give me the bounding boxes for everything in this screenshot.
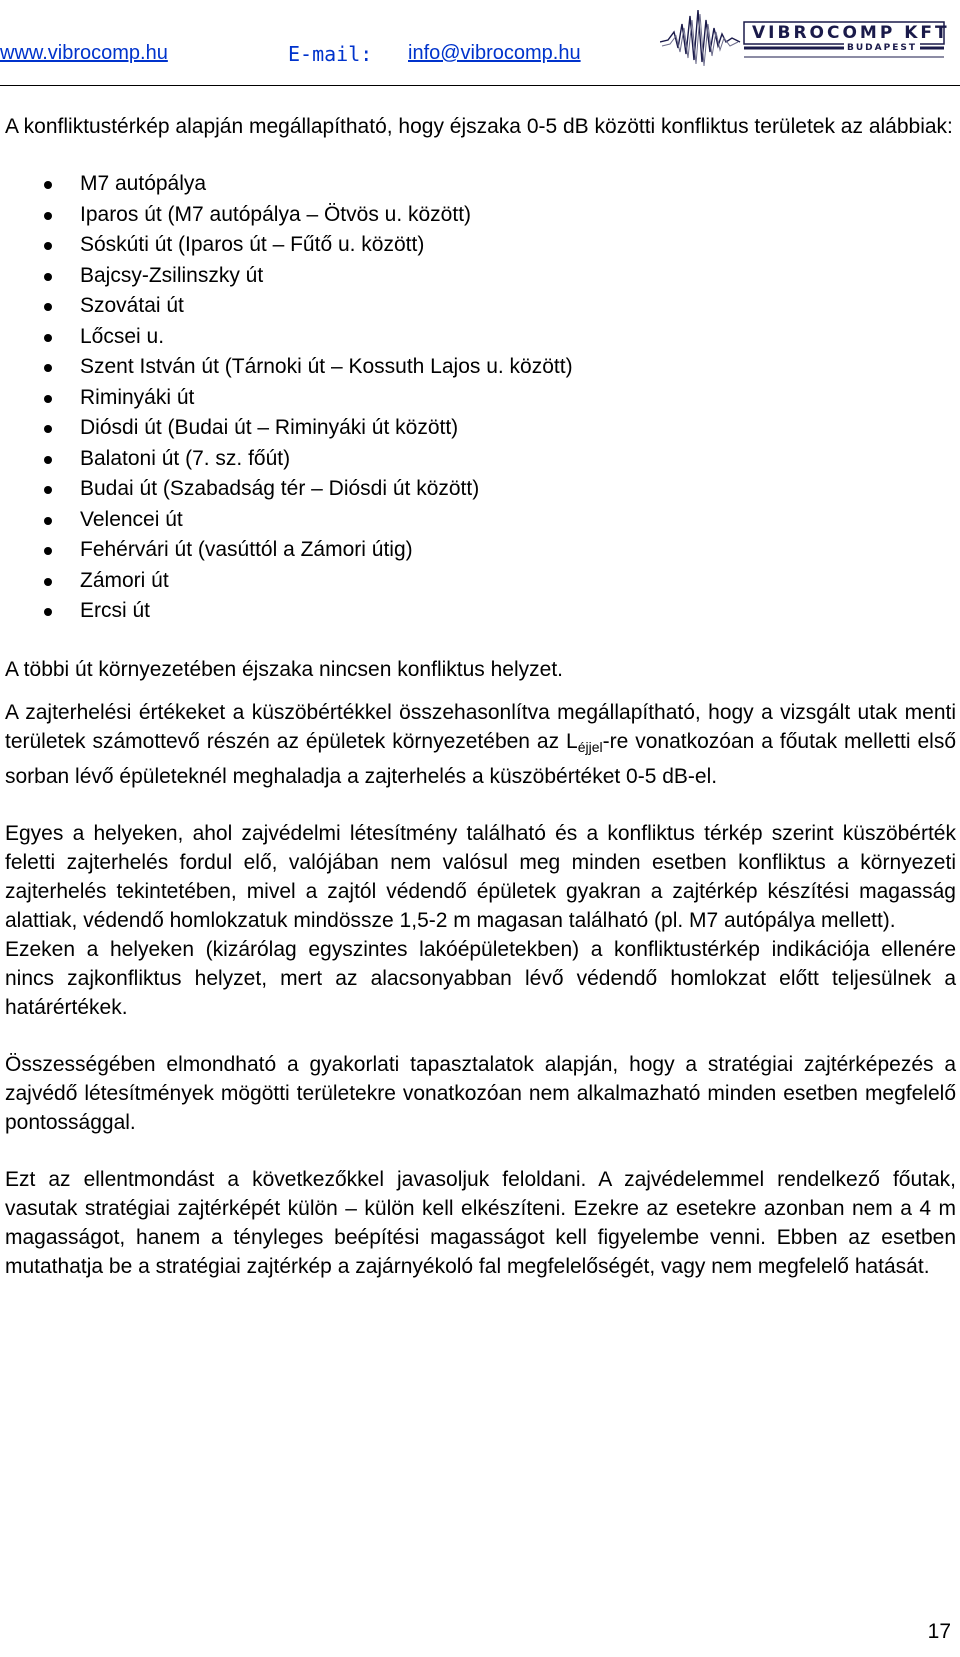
logo-company-name: VIBROCOMP KFT (752, 23, 950, 43)
list-item: Bajcsy-Zsilinszky út (5, 261, 956, 292)
list-item: Lőcsei u. (5, 322, 956, 353)
email-link[interactable]: info@vibrocomp.hu (408, 42, 581, 64)
list-item: Fehérvári út (vasúttól a Zámori útig) (5, 535, 956, 566)
list-item: Szovátai út (5, 291, 956, 322)
conflict-area-list (5, 169, 956, 627)
resolution-paragraph: Ezt az ellentmondást a következőkkel javasoljuk feloldani. A zajvédelemmel rendelkező főutak, vasutak stratégiai zajtérképét külön – külön kell elkészíteni. Ezekre az esetekre azonban nem a 4 m magasságot, hanem a tényleges beépítési magasságot kell figyelembe venni. Ebben az esetben mutathatja be a stratégiai zajtérkép a zajárnyékoló fal megfelelőségét, vagy nem megfelelő hatását. (5, 1167, 956, 1278)
list-item: Iparos út (M7 autópálya – Ötvös u. között) (5, 200, 956, 231)
vibrocomp-logo (660, 2, 950, 72)
list-item: M7 autópálya (5, 169, 956, 200)
list-item: Szent István út (Tárnoki út – Kossuth Lajos u. között) (5, 352, 956, 383)
list-item: Zámori út (5, 566, 956, 597)
list-item: Sóskúti út (Iparos út – Fűtő u. között) (5, 230, 956, 261)
list-item: Budai út (Szabadság tér – Diósdi út között) (5, 474, 956, 505)
document-body (5, 112, 956, 1281)
email-label: E-mail: (288, 42, 373, 66)
logo-city: BUDAPEST (844, 43, 920, 53)
summary-paragraph: Összességében elmondható a gyakorlati tapasztalatok alapján, hogy a stratégiai zajtérképezés a zajvédő létesítmények mögötti területekre vonatkozóan nem alkalmazható minden esetben megfelelő pontossággal. (5, 1052, 956, 1134)
page-header (0, 0, 960, 90)
barriers-paragraph: Egyes a helyeken, ahol zajvédelmi létesítmény található és a konfliktus térkép szerint küszöbérték feletti zajterhelés fordul elő, valójában nem valósul meg minden esetben konfliktus a környezeti zajterhelés tekintetében, mivel a zajtól védendő épületek gyakran a zajtérkép készítési magasság alattiak, védendő homlokzatuk mindössze 1,5-2 m magasan található (pl. M7 autópálya mellett). (5, 821, 956, 932)
header-divider (0, 85, 960, 86)
comparison-text-end: -re vonatkozóan a főutak melletti első sorban lévő épületeknél meghaladja a zajterhelés a küszöbértéket 0-5 dB-el. (5, 729, 956, 788)
page-number: 17 (927, 1620, 951, 1643)
list-item: Velencei út (5, 505, 956, 536)
list-item: Balatoni út (7. sz. főút) (5, 444, 956, 475)
list-item: Riminyáki út (5, 383, 956, 414)
no-conflict-paragraph: A többi út környezetében éjszaka nincsen konfliktus helyzet. (5, 657, 563, 681)
comparison-paragraph (5, 698, 956, 791)
list-item: Diósdi út (Budai út – Riminyáki út között) (5, 413, 956, 444)
l-night-subscript: éjjel (577, 738, 603, 755)
list-item: Ercsi út (5, 596, 956, 627)
website-link[interactable]: www.vibrocomp.hu (0, 42, 168, 64)
intro-paragraph: A konfliktustérkép alapján megállapítható, hogy éjszaka 0-5 dB közötti konfliktus területek az alábbiak: (5, 115, 953, 138)
comparison-text-start: A zajterhelési értékeket a küszöbértékkel összehasonlítva megállapítható, hogy a vizsgált utak menti területek számottevő részén az épületek környezetében az L (5, 700, 956, 753)
single-storey-paragraph: Ezeken a helyeken (kizárólag egyszintes lakóépületekben) a konfliktustérkép indikációja ellenére nincs zajkonfliktus helyzet, mert az alacsonyabban lévő védendő homlokzat előtt teljesülnek a határértékek. (5, 937, 956, 1019)
